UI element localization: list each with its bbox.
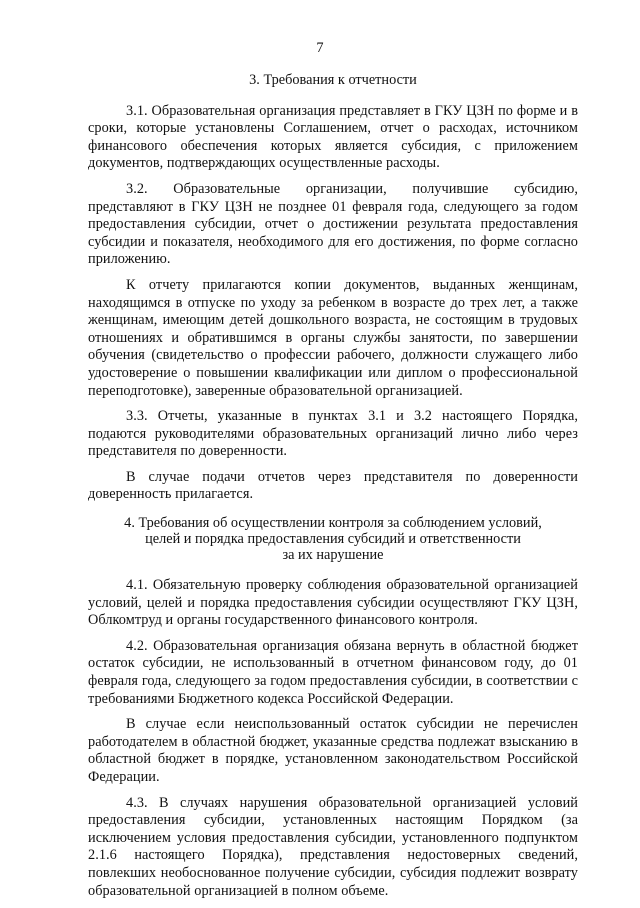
section-4-heading-line-3: за их нарушение [282,547,384,564]
paragraph-4-1: 4.1. Обязательную проверку соблюдения образовательной организацией условий, целей и порядка предоставления субсидии осуществляют ГКУ ЦЗН, Облкомтруд и органы государственного финансового контроля. [88,577,578,629]
paragraph-report-attachments: К отчету прилагаются копии документов, выданных женщинам, находящимся в отпуске по уходу за ребенком в возрасте до трех лет, а также женщинам, имеющим детей дошкольного возраста, не состоящим в трудовых отношениях и обратившимся в органы службы занятости, по завершении обучения (свидетельство о профессии рабочего, должности служащего либо удостоверение о повышении квалификации или диплом о профессиональной переподготовке), заверенные образовательной организацией. [88,276,578,399]
paragraph-power-of-attorney: В случае подачи отчетов через представителя по доверенности доверенность прилагается. [88,468,578,503]
section-4-heading-line-1: 4. Требования об осуществлении контроля за соблюдением условий, [124,515,542,532]
paragraph-unused-balance: В случае если неиспользованный остаток субсидии не перечислен работодателем в областной бюджет, указанные средства подлежат взысканию в областной бюджет в порядке, установленном законодательством Российской Федерации. [88,716,578,785]
paragraph-3-1: 3.1. Образовательная организация представляет в ГКУ ЦЗН по форме и в сроки, которые установлены Соглашением, отчет о расходах, источником финансового обеспечения которых является субсидия, с приложением документов, подтверждающих осуществленные расходы. [88,102,578,172]
document-body [88,72,578,908]
paragraph-3-2: 3.2. Образовательные организации, получившие субсидию, представляют в ГКУ ЦЗН не позднее 01 февраля года, следующего за годом предоставления субсидии, отчет о достижении результата предоставления субсидии и показателя, необходимого для его достижения, по форме согласно приложению. [88,180,578,268]
paragraph-4-2: 4.2. Образовательная организация обязана вернуть в областной бюджет остаток субсидии, не использованный в отчетном финансовом году, до 01 февраля года, следующего за годом предоставления субсидии, в соответствии с требованиями Бюджетного кодекса Российской Федерации. [88,637,578,707]
page-number: 7 [316,40,324,56]
section-4-heading-line-2: целей и порядка предоставления субсидий и ответственности [145,531,521,548]
section-4-heading [88,515,578,563]
paragraph-4-3: 4.3. В случаях нарушения образовательной организацией условий предоставления субсидии, установленных настоящим Порядком (за исключением условия предоставления субсидии, установленного подпунктом 2.1.6 настоящего Порядка), представления недостоверных сведений, повлекших необоснованное получение субсидии, субсидия подлежит возврату образовательной организацией в полном объеме. [88,794,578,899]
paragraph-3-3: 3.3. Отчеты, указанные в пунктах 3.1 и 3.2 настоящего Порядка, подаются руководителями образовательных организаций лично либо через представителя по доверенности. [88,408,578,460]
section-3-heading: 3. Требования к отчетности [249,72,417,88]
